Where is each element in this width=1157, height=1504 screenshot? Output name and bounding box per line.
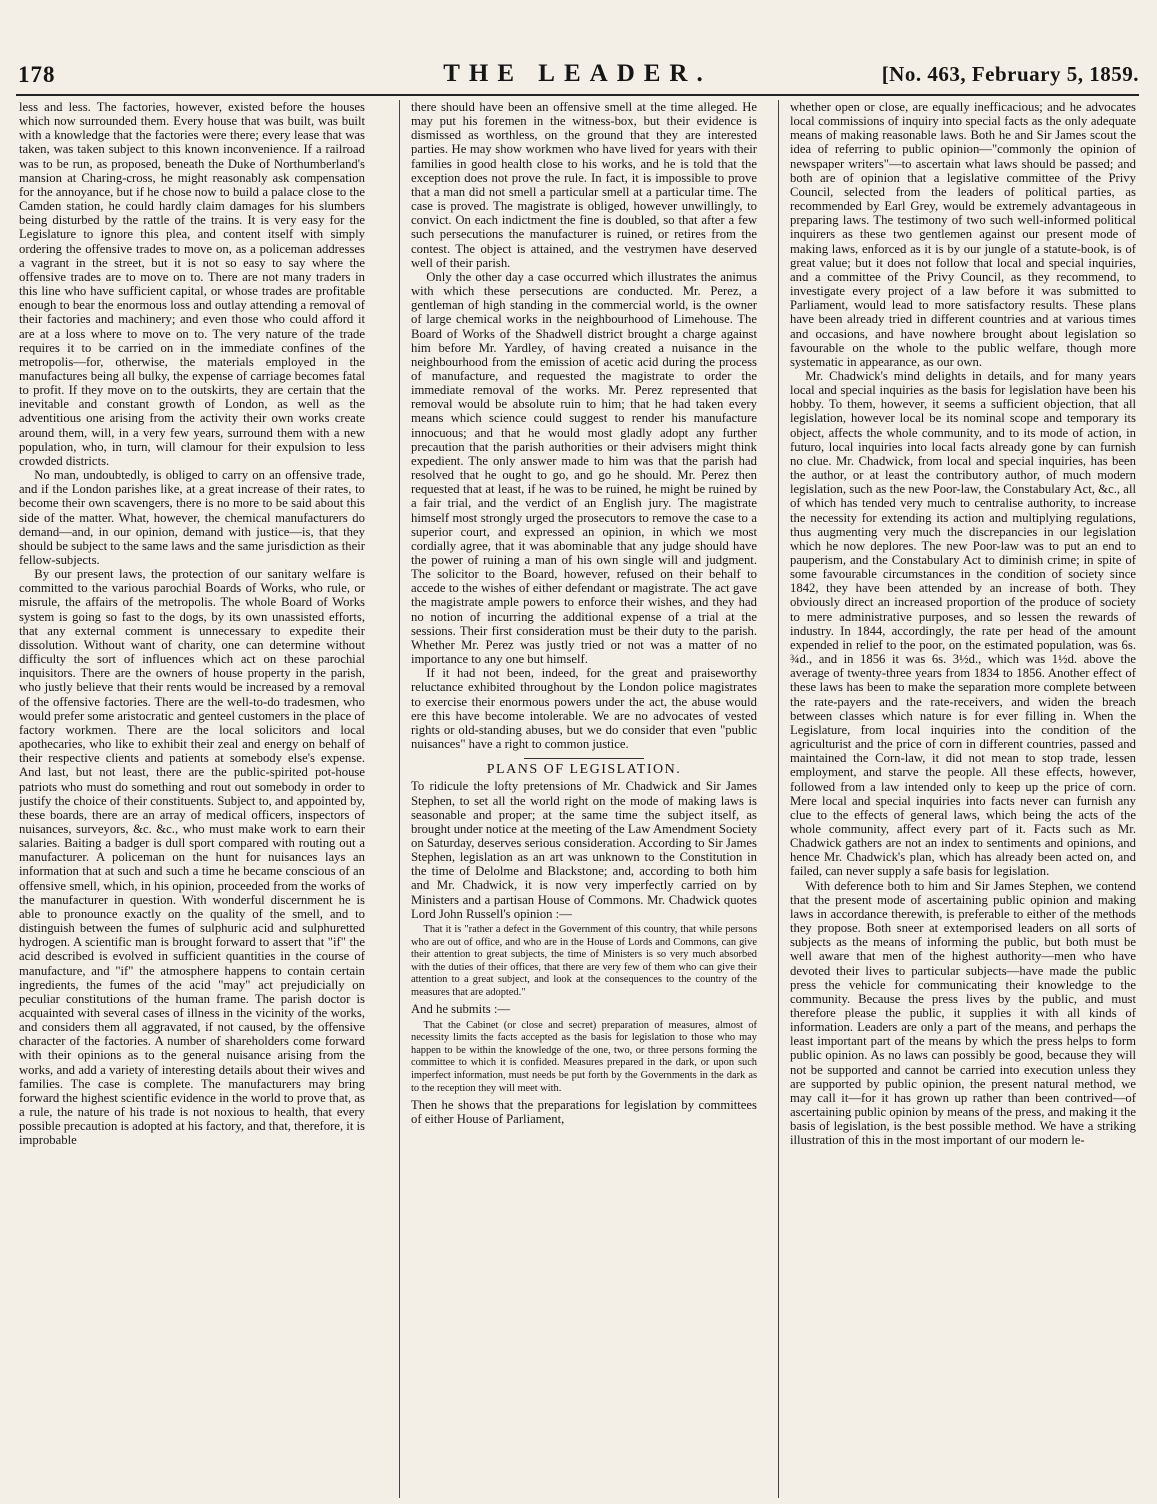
column-divider: [399, 100, 400, 1498]
masthead: [16, 60, 1139, 96]
block-quote: That it is "rather a defect in the Government of this country, that while persons who are out of office, and who are in the House of Lords and Commons, can give their attention to great subjects, the time of Ministers is so very much absorbed with the duties of their offices, that there are very few of them who can give their attention to a great subject, and look at the consequences to the country of the measures that are adopted.": [411, 923, 757, 998]
column-2: [411, 100, 757, 1498]
column-1: [19, 100, 365, 1498]
paragraph: Mr. Chadwick's mind delights in details, and for many years local and special inquiries as the basis for legislation have been his hobby. To them, however, it seems a sufficient objection, that all legislation, however local be its nominal scope and temporary its object, affects the whole community, and to its mode of action, in futuro, local inquiries into local facts already gone by can furnish no clue. Mr. Chadwick, from local and special inquiries, has been the author, or at least the contributory author, of much modern legislation, such as the new Poor-law, the Constabulary Act, &c., all of which has tended very much to centralise authority, to increase the necessity for extending its action and multiplying regulations, thus augmenting very much the discrepancies in our legislation which he now deplores. The new Poor-law was to put an end to pauperism, and the Constabulary Act to diminish crime; in spite of some favourable circumstances in the condition of society since 1842, they have been attended by an increase of both. They obviously direct an increased proportion of the produce of society to mere administrative purposes, and so lessen the rewards of industry. In 1844, accordingly, the rate per head of the amount expended in relief to the poor, on the estimated population, was 6s. ¾d., and in 1856 it was 6s. 3½d., which was 1½d. above the average of twenty-three years from 1834 to 1856. Another effect of these laws has been to make the separation more complete between the rate-payers and the rate-receivers, and widen the breach between classes which nature is for ever filling in. When the Legislature, from local inquiries into the condition of the agriculturist and the price of corn in different countries, passed and maintained the Corn-law, it did not mean to stop trade, lessen employment, and starve the people. All these effects, however, followed from a law intended only to keep up the price of corn. Mere local and special inquiries into facts never can furnish any clue to the effects of general laws, which being the acts of the whole community, affect every part of it. Facts such as Mr. Chadwick gathers are not an index to sentiments and opinions, and hence Mr. Chadwick's plan, which has already been acted on, and failed, can never supply a safe basis for legislation.: [790, 368, 1136, 879]
paragraph: Then he shows that the preparations for legislation by committees of either House of Parliament,: [411, 1098, 757, 1127]
paragraph: By our present laws, the protection of our sanitary welfare is committed to the various parochial Boards of Works, who rule, or misrule, the affairs of the metropolis. The whole Board of Works system is going so fast to the dogs, by its own unassisted efforts, that any external comment is unnecessary to expedite their dissolution. Without want of charity, one can determine without difficulty the sort of influences which act on these parochial inquisitors. There are the owners of house property in the parish, who justly believe that their rents would be increased by a removal of the offensive factories. There are the well-to-do tradesmen, who would prefer some aristocratic and genteel customers in the place of factory workmen. There are the local solicitors and local apothecaries, who like to exhibit their zeal and energy on behalf of their respective clients and patients at somebody else's expense. And last, but not least, there are the public-spirited pot-house patriots who must do something and rout out somebody in order to justify the choice of their constituents. Subject to, and appointed by, these boards, there are an array of medical officers, inspectors of nuisances, surveyors, &c. &c., who must make work to earn their salaries. Baiting a badger is dull sport compared with routing out a manufacturer. A policeman on the hunt for nuisances lays an information that at such and such a time he became conscious of an offensive smell, which, in his opinion, proceeded from the works of the manufacturer in question. With wonderful discernment he is able to pronounce exactly on the quality of the smell, and to distinguish between the fumes of sulphuric acid and sulphuretted hydrogen. A scientific man is brought forward to assert that "if" the acid described is evolved in sufficient quantities in the course of manufacture, and "if" the atmosphere happens to contain certain ingredients, the fumes of the acid "may" act prejudicially on peculiar constitutions of the human frame. The parish doctor is acquainted with several cases of illness in the vicinity of the works, and considers them all aggravated, if not caused, by the offensive character of the factories. A number of shareholders come forward with their opinions as to the general nuisance arising from the works, and add a variety of interesting details about their wives and families. The case is complete. The manufacturers may bring forward the highest scientific evidence in the world to prove that, as a rule, the nature of his trade is not noxious to health, that every possible precaution is adopted at his factory, and that, therefore, it is improbable: [19, 567, 365, 1148]
paragraph: With deference both to him and Sir James Stephen, we contend that the present mode of ascertaining public opinion and making laws in accordance therewith, is preferable to either of the methods they propose. Both sneer at extemporised leaders on all sorts of subjects as the means of informing the public, but both must be well aware that men of the highest authority—men who have devoted their lives to particular subjects—have made the public press the vehicle for communicating their knowledge to the community. Because the press lives by the public, and must therefore please the public, it supplies it with all kinds of information. Leaders are only a part of the means, and perhaps the least important part of the means by which the press helps to form public opinion. As no laws can possibly be good, because they will not be supported and cannot be carried into execution unless they are supported by public opinion, the present natural method, we may call it—for it has grown up rather than been contrived—of ascertaining public opinion by means of the press, and making it the basis of legislation, is the best possible method. We have a striking illustration of this in the most important of our modern le-: [790, 878, 1136, 1148]
paragraph: whether open or close, are equally inefficacious; and he advocates local commissions of inquiry into special facts as the only adequate means of making reasonable laws. Both he and Sir James scout the idea of referring to public opinion—"commonly the opinion of newspaper writers"—to ascertain what laws should be passed; and both are of opinion that a legislative committee of the Privy Council, selected from the leaders of political parties, as recommended by Earl Grey, would be extremely advantageous in preparing laws. The testimony of two such well-informed political inquirers as these two gentlemen against our present mode of making laws, enforced as it is by our jungle of a statute-book, is of great value; but it does not follow that local and special inquiries, and a committee of the Privy Council, as they recommend, to investigate every project of a law before it was submitted to Parliament, would lead to more satisfactory results. These plans have been already tried in different countries and at various times and occasions, and have nowhere brought about legislation so favourable on the whole to the public welfare, though more systematic in appearance, as our own.: [790, 100, 1136, 369]
paragraph: If it had not been, indeed, for the great and praiseworthy reluctance exhibited throughout by the London police magistrates to exercise their enormous powers under the act, the abuse would ere this have become intolerable. We are no advocates of vested rights or old-standing abuses, but we do consider that even "public nuisances" have a right to common justice.: [411, 666, 757, 752]
paragraph: Only the other day a case occurred which illustrates the animus with which these persecutions are conducted. Mr. Perez, a gentleman of high standing in the commercial world, is the owner of large chemical works in the neighbourhood of Limehouse. The Board of Works of the Shadwell district brought a charge against him before Mr. Yardley, of having created a nuisance in the neighbourhood from the emission of acetic acid during the process of manufacture, and requested the magistrate to order the immediate removal of the works. Mr. Perez represented that removal would be absolute ruin to him; that he had taken every means which science could suggest to render his manufacture innocuous; and that he would most gladly adopt any further precaution that the parish authorities or their advisers might think expedient. The only answer made to him was that the parish had resolved that he ought to go, and go he should. Mr. Perez then requested that at least, if he was to be ruined, he might be ruined by a fair trial, and the verdict of an English jury. The magistrate himself most strongly urged the prosecutors to remove the case to a superior court, and expressed an opinion, in which we most cordially agree, that it was abominable that any judge should have the power of ruining a man of his own single will and judgment. The solicitor to the Board, however, refused on their behalf to accede to the wishes of either defendant or magistrate. The act gave the magistrate ample powers to enforce their wishes, and they had no notion of incurring the additional expense of a trial at the sessions. Their first consideration must be their duty to the parish. Whether Mr. Perez was justly tried or not was a matter of no importance to any one but himself.: [411, 269, 757, 667]
section-separator: [524, 758, 644, 759]
paragraph: there should have been an offensive smell at the time alleged. He may put his foremen in the witness-box, but their evidence is dismissed as worthless, on the ground that they are interested parties. He may show workmen who have lived for years with their families in good health close to his works, and he is told that the exception does not prove the rule. In fact, it is impossible to prove that a man did not smell a particular smell at a particular time. The case is proved. The magistrate is obliged, however unwillingly, to convict. On each indictment the fine is doubled, so that after a few such persecutions the manufacturer is ruined, or retires from the contest. The object is attained, and the vestrymen have deserved well of their parish.: [411, 100, 757, 270]
paragraph: less and less. The factories, however, existed before the houses which now surrounded them. Every house that was built, was built with a knowledge that the factories were there; every lease that was taken, was taken subject to this known inconvenience. If a railroad was to be run, as proposed, beneath the Duke of Northumberland's mansion at Charing-cross, he might reasonably ask compensation for the annoyance, but if he chose now to build a palace close to the Camden station, he could hardly claim damages for his slumbers being disturbed by the rattle of the trains. It is very easy for the Legislature to ignore this plea, and content itself with simply ordering the offensive trades to move on, as a policeman addresses a vagrant in the street, but it is not so easy to say where the offensive trades are to move on to. There are not many traders in this line who have sufficient capital, or whose trades are profitable enough to bear the enormous loss and outlay attending a removal of their factories and machinery; and even those who could afford it are at a loss where to move on to. The very nature of the trade requires it to be carried on in the immediate confines of the metropolis—for, otherwise, the materials employed in the manufactures being all bulky, the expense of carriage becomes fatal to profit. If they move on to the outskirts, they are certain that the inevitable and constant growth of London, as well as the adventitious one arising from the activity their own works create around them, will, in a very few years, surround them with a new population, who, in turn, will clamour for their expulsion to less crowded districts.: [19, 100, 365, 468]
paragraph: No man, undoubtedly, is obliged to carry on an offensive trade, and if the London parishes like, at a great increase of their rates, to become their own scavengers, there is no more to be said about this side of the matter. What, however, the chemical manufacturers do demand—and, in our opinion, demand with justice—is, that they should be subject to the same laws and the same jurisdiction as their fellow-subjects.: [19, 468, 365, 567]
paragraph: To ridicule the lofty pretensions of Mr. Chadwick and Sir James Stephen, to set all the world right on the mode of making laws is seasonable and proper; at the same time the subject itself, as brought under notice at the meeting of the Law Amendment Society on Saturday, deserves serious consideration. According to Sir James Stephen, legislation as an art was unknown to the Constitution in the time of Delolme and Blackstone; and, according to both him and Mr. Chadwick, it is now very imperfectly carried on by Ministers and a partisan House of Commons. Mr. Chadwick quotes Lord John Russell's opinion :—: [411, 779, 757, 921]
column-3: [790, 100, 1136, 1498]
block-quote: That the Cabinet (or close and secret) preparation of measures, almost of necessity limits the facts accepted as the basis for legislation to those who may happen to be within the knowledge of the one, two, or three persons forming the committee to which it is confided. Measures prepared in the dark, or upon such imperfect information, must needs be put forth by the Governments in the dark as to the reception they will meet with.: [411, 1019, 757, 1094]
newspaper-title: THE LEADER.: [443, 60, 712, 87]
column-divider: [778, 100, 779, 1498]
article-heading: PLANS OF LEGISLATION.: [486, 762, 682, 778]
paragraph: And he submits :—: [411, 1002, 511, 1017]
issue-info: [No. 463, February 5, 1859.: [881, 62, 1139, 86]
page-number: 178: [18, 62, 56, 87]
